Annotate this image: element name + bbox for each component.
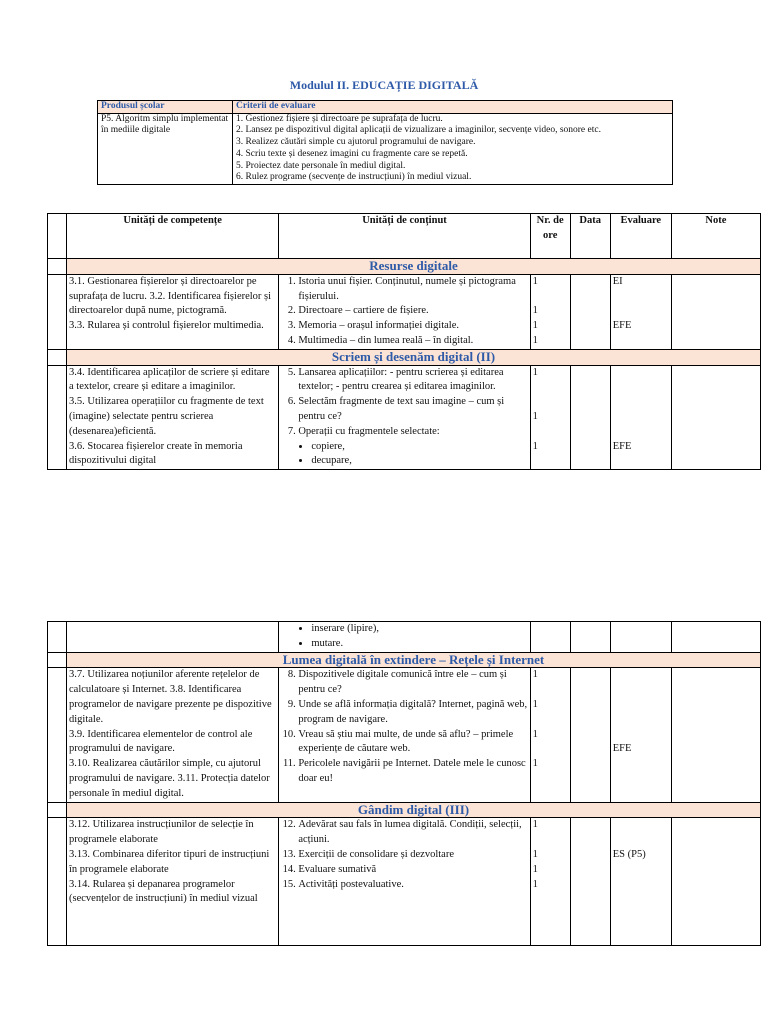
competenta: 3.13. Combinarea diferitor tipuri de instrucțiuni în programele elaborate <box>69 848 270 875</box>
page-title: Modulul II. EDUCAȚIE DIGITALĂ <box>289 78 479 92</box>
evaluare-value <box>613 410 669 425</box>
criteriu: 6. Rulez programe (secvențe de instrucțiuni) în mediul vizual. <box>236 172 472 183</box>
ore-value: 1 <box>532 275 538 287</box>
data-cell <box>570 622 610 653</box>
ore-cell <box>530 818 570 946</box>
evaluare-cell <box>610 365 671 470</box>
curriculum-table-part2 <box>47 621 761 946</box>
criteriu: 2. Lansez pe dispozitivul digital aplicații de vizualizare a imaginilor, secvențe video, sonore etc. <box>236 125 601 136</box>
ore-value <box>533 380 568 395</box>
competente-cell <box>67 668 279 802</box>
blank-cell <box>48 802 67 818</box>
blank-cell <box>48 622 67 653</box>
evaluare-cell <box>610 274 671 349</box>
blank-cell <box>48 259 67 275</box>
evaluare-cell <box>610 622 671 653</box>
criterii-cell <box>233 113 673 184</box>
col-continut: Unități de conținut <box>279 214 530 259</box>
data-cell <box>570 818 610 946</box>
section-title-gandim: Gândim digital (III) <box>67 802 761 818</box>
continut-item: 5. Lansarea aplicațiilor: - pentru scrierea și editarea textelor; - pentru crearea și editarea imaginilor. <box>298 366 527 396</box>
ore-value: 1 <box>532 819 538 831</box>
evaluare-value <box>613 425 669 440</box>
continut-cell <box>279 365 530 470</box>
criteriu: 4. Scriu texte și desenez imagini cu fragmente care se repetă. <box>236 148 468 159</box>
evaluare-value: EFE <box>612 743 632 755</box>
continut-item: 8. Dispozitivele digitale comunică între ele – cum și pentru ce? <box>298 668 527 698</box>
evaluare-value <box>613 304 669 319</box>
ore-cell <box>530 668 570 802</box>
blank-cell <box>48 274 67 349</box>
continut-item: 7. Operații cu fragmentele selectate: <box>298 425 527 440</box>
evaluation-criteria-table <box>97 100 673 185</box>
ore-cell <box>530 274 570 349</box>
note-cell <box>671 365 760 470</box>
note-cell <box>671 668 760 802</box>
ore-value: 1 <box>532 366 538 378</box>
blank-cell <box>48 214 67 259</box>
ore-value: 1 <box>532 669 538 681</box>
col-note: Note <box>671 214 760 259</box>
data-cell <box>570 668 610 802</box>
data-cell <box>570 274 610 349</box>
header-criterii: Criterii de evaluare <box>233 101 673 114</box>
criteriu: 1. Gestionez fișiere și directoare pe suprafața de lucru. <box>236 113 443 124</box>
criteriu: 3. Realizez căutări simple cu ajutorul programului de navigare. <box>236 137 476 148</box>
ore-value <box>533 290 568 305</box>
section-title-resurse: Resurse digitale <box>67 259 761 275</box>
blank-cell <box>48 818 67 946</box>
ore-cell <box>530 622 570 653</box>
ore-value: 1 <box>532 863 538 875</box>
col-data: Data <box>570 214 610 259</box>
evaluare-value <box>613 728 669 743</box>
continut-item: 1. Istoria unui fișier. Conținutul, numele și pictograma fișierului. <box>298 275 527 305</box>
note-cell <box>671 818 760 946</box>
competenta: 3.1. Gestionarea fișierelor și directoarelor pe suprafața de lucru. 3.2. Identificarea fișierelor și directoarelor după nume, pictogramă. <box>69 275 272 317</box>
evaluare-value: ES (P5) <box>612 848 646 860</box>
continut-cell <box>279 622 530 653</box>
continut-item: 15. Activități postevaluative. <box>298 878 527 893</box>
evaluare-value: EI <box>612 275 623 287</box>
col-competente: Unități de competențe <box>67 214 279 259</box>
ore-cell <box>530 365 570 470</box>
evaluare-value <box>613 683 669 698</box>
evaluare-cell <box>610 668 671 802</box>
evaluare-cell <box>610 818 671 946</box>
competenta: 3.4. Identificarea aplicaților de scriere și editare a textelor, creare și editare a imaginilor. <box>69 366 270 393</box>
evaluare-value: EFE <box>612 440 632 452</box>
ore-value: 1 <box>532 758 538 770</box>
ore-value <box>533 395 568 410</box>
blank-cell <box>48 668 67 802</box>
ore-value: 1 <box>532 848 538 860</box>
competente-cell <box>67 818 279 946</box>
section-title-scriem: Scriem și desenăm digital (II) <box>67 349 761 365</box>
continut-cell <box>279 668 530 802</box>
ore-value: 1 <box>532 410 538 422</box>
continut-cell <box>279 274 530 349</box>
evaluare-value <box>613 380 669 395</box>
evaluare-value <box>613 366 669 381</box>
evaluare-value <box>613 818 669 833</box>
evaluare-value <box>613 833 669 848</box>
ore-value <box>533 425 568 440</box>
col-evaluare: Evaluare <box>610 214 671 259</box>
competente-cell <box>67 274 279 349</box>
continut-cell <box>279 818 530 946</box>
bullet-item: • mutare. <box>311 637 527 652</box>
competenta: 3.3. Rularea și controlul fișierelor multimedia. <box>69 320 264 332</box>
col-nr-ore: Nr. de ore <box>530 214 570 259</box>
competenta: 3.12. Utilizarea instrucțiunilor de selecție în programele elaborate <box>69 819 254 846</box>
competente-cell <box>67 365 279 470</box>
ore-value <box>533 833 568 848</box>
competente-cell <box>67 622 279 653</box>
criteriu: 5. Proiectez date personale în mediul digital. <box>236 160 406 171</box>
evaluare-value <box>613 668 669 683</box>
evaluare-value <box>613 713 669 728</box>
competenta: 3.10. Realizarea căutărilor simple, cu ajutorul programului de navigare. 3.11. Protecția datelor personale în mediul digital. <box>69 758 270 799</box>
competenta: 3.7. Utilizarea noțiunilor aferente rețelelor de calculatoare și Internet. 3.8. Identificarea programelor de navigare prezente pe dispozitive digitale. <box>69 669 272 725</box>
blank-cell <box>48 365 67 470</box>
competenta: 3.9. Identificarea elementelor de control ale programului de navigare. <box>69 728 253 755</box>
ore-value: 1 <box>532 878 538 890</box>
competenta: 3.14. Rularea și depanarea programelor (secvențelor de instrucțiuni) în mediul vizual <box>69 878 258 905</box>
evaluare-value <box>613 290 669 305</box>
evaluare-value: EFE <box>612 320 632 332</box>
continut-item: 6. Selectăm fragmente de text sau imagine – cum și pentru ce? <box>298 395 527 425</box>
continut-item: 14. Evaluare sumativă <box>298 863 527 878</box>
ore-value <box>533 683 568 698</box>
produs-cell: P5. Algoritm simplu implementat în mediile digitale <box>98 113 233 184</box>
ore-value: 1 <box>532 440 538 452</box>
continut-item: 9. Unde se află informația digitală? Internet, pagină web, program de navigare. <box>298 698 527 728</box>
ore-value: 1 <box>532 728 538 740</box>
continut-item: 11. Pericolele navigării pe Internet. Datele mele le cunosc doar eu! <box>298 757 527 787</box>
evaluare-value <box>613 395 669 410</box>
bullet-item: • decupare, <box>311 454 527 469</box>
ore-value <box>533 713 568 728</box>
continut-item: 10. Vreau să știu mai multe, de unde să aflu? – primele experiențe de căutare web. <box>298 728 527 758</box>
continut-item: 4. Multimedia – din lumea reală – în digital. <box>298 334 527 349</box>
evaluare-value <box>613 698 669 713</box>
blank-cell <box>48 652 67 668</box>
continut-item: 13. Exerciții de consolidare și dezvoltare <box>298 848 527 863</box>
header-produs: Produsul școlar <box>98 101 233 114</box>
blank-cell <box>48 349 67 365</box>
note-cell <box>671 274 760 349</box>
curriculum-table-part1 <box>47 213 761 470</box>
continut-item: 12. Adevărat sau fals în lumea digitală. Condiții, selecții, acțiuni. <box>298 818 527 848</box>
ore-value: 1 <box>532 698 538 710</box>
data-cell <box>570 365 610 470</box>
ore-value <box>533 742 568 757</box>
ore-value: 1 <box>532 305 538 317</box>
continut-item: 3. Memoria – orașul informației digitale. <box>298 319 527 334</box>
competenta: 3.5. Utilizarea operațiilor cu fragmente de text (imagine) selectate pentru scrierea (desenarea)eficientă. <box>69 396 264 437</box>
continut-item: 2. Directoare – cartiere de fișiere. <box>298 304 527 319</box>
section-title-lumea: Lumea digitală în extindere – Rețele și Internet <box>67 652 761 668</box>
bullet-item: • inserare (lipire), <box>311 622 527 637</box>
ore-value: 1 <box>532 334 538 346</box>
note-cell <box>671 622 760 653</box>
ore-value: 1 <box>532 320 538 332</box>
competenta: 3.6. Stocarea fișierelor create în memoria dispozitivului digital <box>69 440 243 467</box>
bullet-item: • copiere, <box>311 440 527 455</box>
